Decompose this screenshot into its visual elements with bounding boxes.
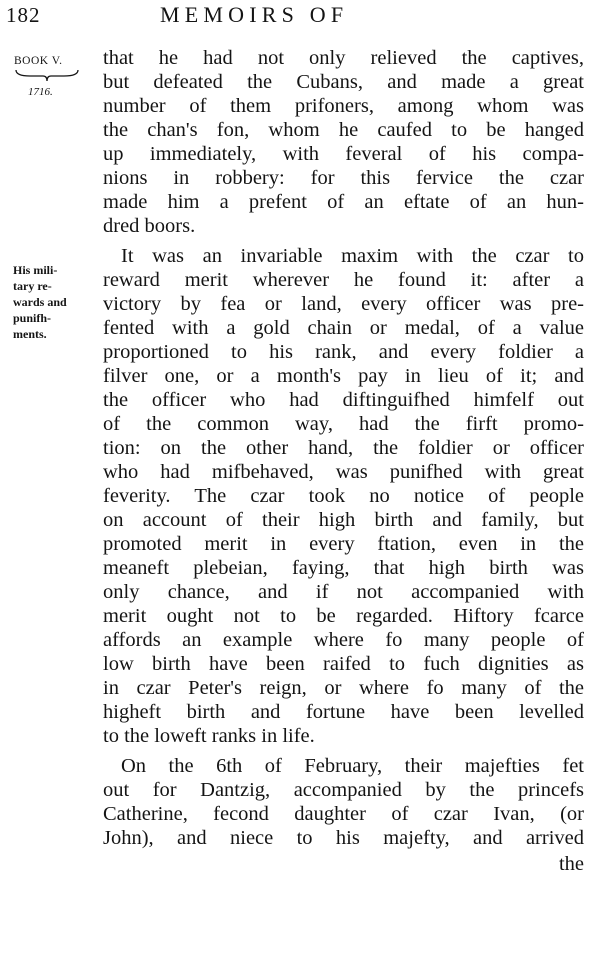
sidenote-line: punifh- [13,311,52,325]
sidenote-line: wards and [13,295,67,309]
text-line: proportioned to his rank, and every foldier a [103,341,584,363]
text-line: low birth have been raifed to fuch dignities as [103,653,584,675]
text-line: affords an example where fo many people of [103,629,584,651]
text-line: out for Dantzig, accompanied by the princefs [103,779,584,801]
text-line: nions in robbery: for this fervice the czar [103,167,584,189]
text-line: Catherine, fecond daughter of czar Ivan, (or [103,803,584,825]
text-line: on account of their high birth and family, but [103,509,584,531]
margin-book-label: BOOK V. [14,55,63,67]
text-line: number of them prifoners, among whom was [103,95,584,117]
brace-ornament [14,68,80,82]
sidenote-military-rewards [13,262,95,342]
running-head: MEMOIRS OF [160,2,349,27]
paragraph-first-line: It was an invariable maxim with the czar to [121,245,584,267]
text-line: John), and niece to his majefty, and arrived [103,827,584,849]
text-line: in czar Peter's reign, or where fo many of the [103,677,584,699]
text-line: filver one, or a month's pay in lieu of it; and [103,365,584,387]
text-line: that he had not only relieved the captives, [103,47,584,69]
text-line: dred boors. [103,215,196,237]
text-line: fented with a gold chain or medal, of a value [103,317,584,339]
sidenote-line: tary re- [13,279,52,293]
text-line: only chance, and if not accompanied with [103,581,584,603]
text-line: the chan's fon, whom he caufed to be hanged [103,119,584,141]
page-number: 182 [6,3,41,27]
text-line: up immediately, with feveral of his compa- [103,143,584,165]
text-line: victory by fea or land, every officer was pre- [103,293,584,315]
text-line: the officer who had diftinguifhed himfelf out [103,389,584,411]
text-line: of the common way, had the firft promo- [103,413,584,435]
margin-year: 1716. [28,86,53,98]
text-line: higheft birth and fortune have been levelled [103,701,584,723]
text-line: feverity. The czar took no notice of people [103,485,584,507]
text-line: made him a prefent of an eftate of an hun- [103,191,584,213]
catchword: the [558,853,584,875]
paragraph-first-line: On the 6th of February, their majefties fet [121,755,584,777]
text-line: reward merit wherever he found it: after a [103,269,584,291]
text-line: to the loweft ranks in life. [103,725,315,747]
text-line: promoted merit in every ftation, even in the [103,533,584,555]
text-line: who had mifbehaved, was punifhed with great [103,461,584,483]
text-line: but defeated the Cubans, and made a great [103,71,584,93]
sidenote-line: His mili- [13,263,58,277]
text-line: merit ought not to be regarded. Hiftory fcarce [103,605,584,627]
sidenote-line: ments. [13,327,47,341]
text-line: meaneft plebeian, faying, that high birth was [103,557,584,579]
text-line: tion: on the other hand, the foldier or officer [103,437,584,459]
